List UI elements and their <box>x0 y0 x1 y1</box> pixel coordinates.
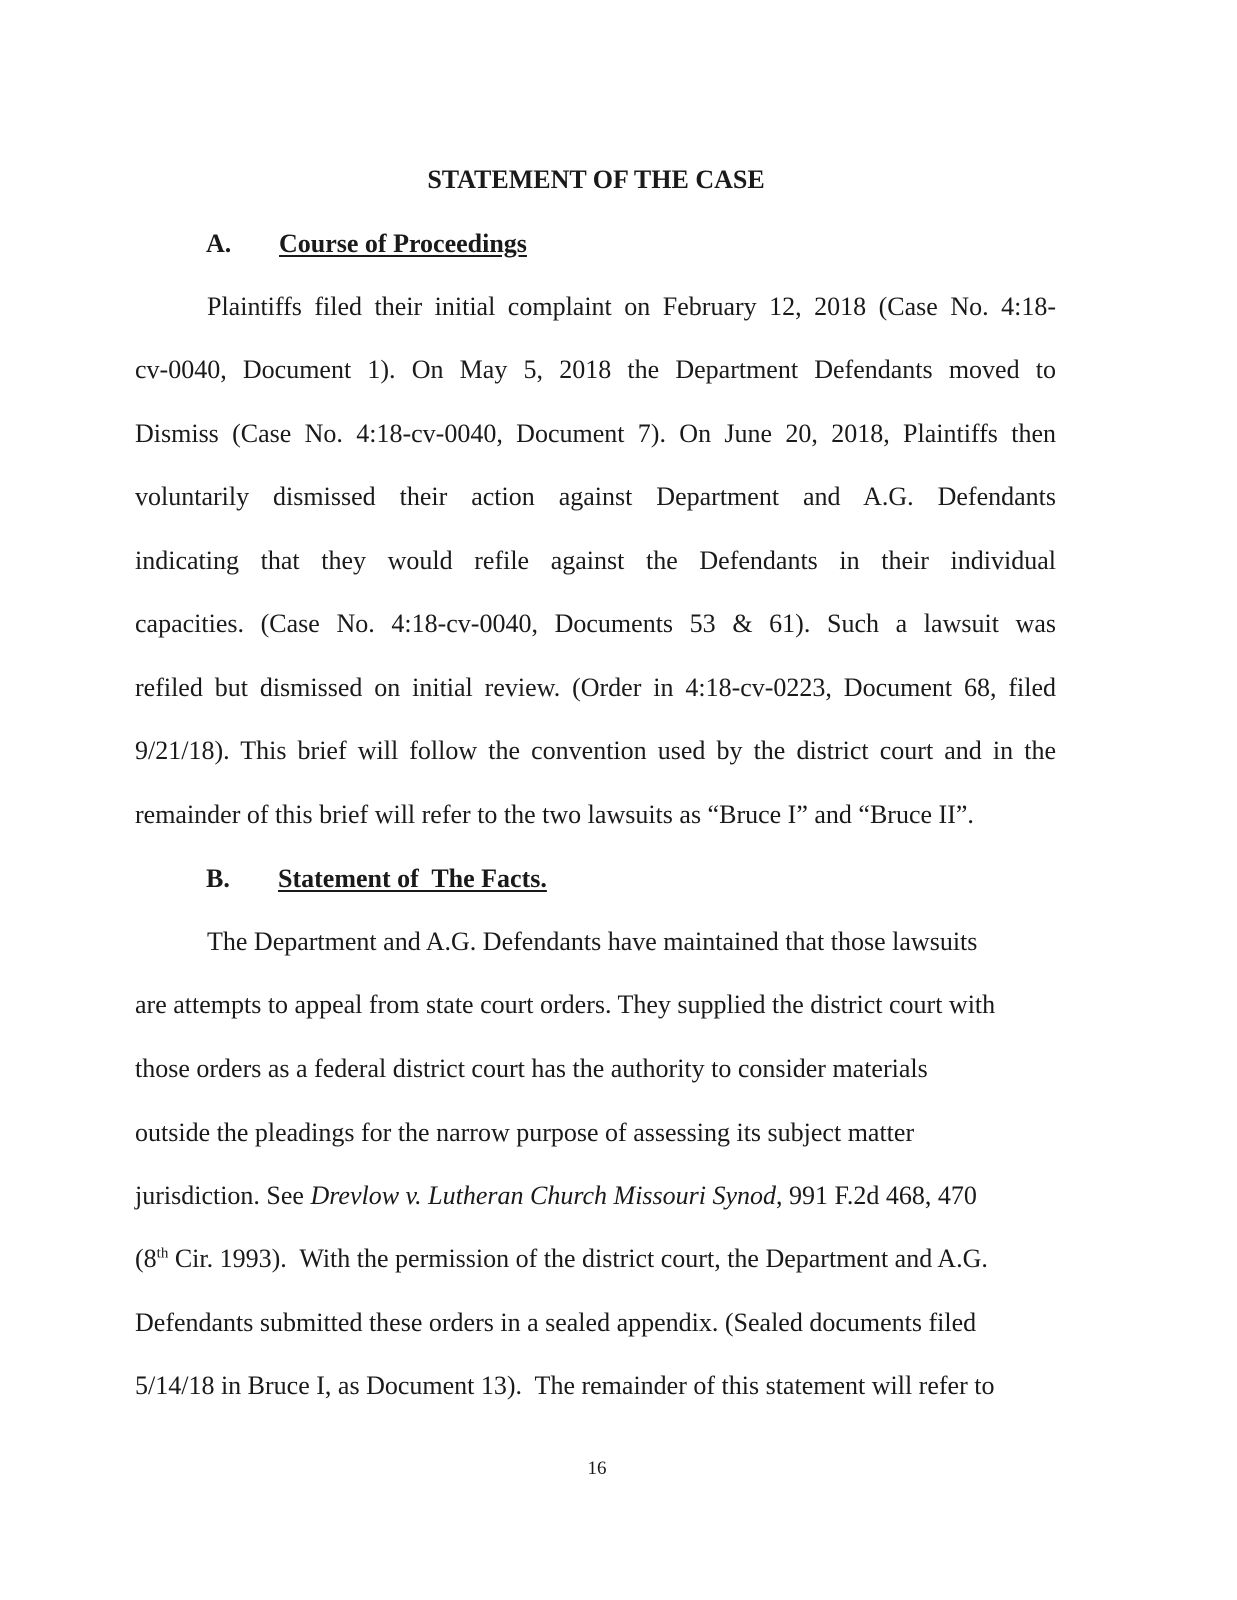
paragraph-line: outside the pleadings for the narrow purpose of assessing its subject matter <box>135 1118 915 1147</box>
citation-suffix: , 991 F.2d 468, 470 <box>776 1181 977 1210</box>
ordinal-superscript: th <box>156 1245 169 1262</box>
case-name: Drevlow v. Lutheran Church Missouri Synod <box>310 1181 777 1210</box>
paragraph-line-citation <box>135 1180 1056 1212</box>
circuit-open: (8 <box>135 1244 157 1273</box>
section-b-letter: B. <box>206 864 230 893</box>
paragraph-line: Dismiss (Case No. 4:18-cv-0040, Document 7). On June 20, 2018, Plaintiffs then <box>135 419 1056 448</box>
paragraph-line: Plaintiffs filed their initial complaint on February 12, 2018 (Case No. 4:18- <box>207 292 1056 321</box>
page-number: 16 <box>587 1458 607 1479</box>
paragraph-line: those orders as a federal district court has the authority to consider materials <box>135 1054 928 1083</box>
paragraph-line: The Department and A.G. Defendants have maintained that those lawsuits <box>207 927 978 956</box>
paragraph-line: remainder of this brief will refer to the two lawsuits as “Bruce I” and “Bruce II”. <box>135 800 974 829</box>
section-b-heading: Statement of The Facts. <box>278 864 547 893</box>
paragraph-line: capacities. (Case No. 4:18-cv-0040, Documents 53 & 61). Such a lawsuit was <box>135 609 1056 638</box>
paragraph-line-circuit <box>135 1243 1056 1275</box>
circuit-rest: Cir. 1993). With the permission of the district court, the Department and A.G. <box>168 1244 988 1273</box>
paragraph-line: cv-0040, Document 1). On May 5, 2018 the Department Defendants moved to <box>135 355 1056 384</box>
paragraph-line: indicating that they would refile against the Defendants in their individual <box>135 546 1056 575</box>
paragraph-line: 5/14/18 in Bruce I, as Document 13). The remainder of this statement will refer to <box>135 1371 995 1400</box>
paragraph-line: Defendants submitted these orders in a sealed appendix. (Sealed documents filed <box>135 1308 977 1337</box>
section-a-heading: Course of Proceedings <box>279 229 527 258</box>
paragraph-line: refiled but dismissed on initial review. (Order in 4:18-cv-0223, Document 68, filed <box>135 673 1056 702</box>
paragraph-line: 9/21/18). This brief will follow the convention used by the district court and in the <box>135 736 1056 765</box>
page-title: STATEMENT OF THE CASE <box>427 165 765 194</box>
section-a-letter: A. <box>206 229 232 258</box>
paragraph-line: are attempts to appeal from state court orders. They supplied the district court with <box>135 990 996 1019</box>
citation-prefix: jurisdiction. See <box>135 1181 311 1210</box>
paragraph-line: voluntarily dismissed their action against Department and A.G. Defendants <box>135 482 1056 511</box>
